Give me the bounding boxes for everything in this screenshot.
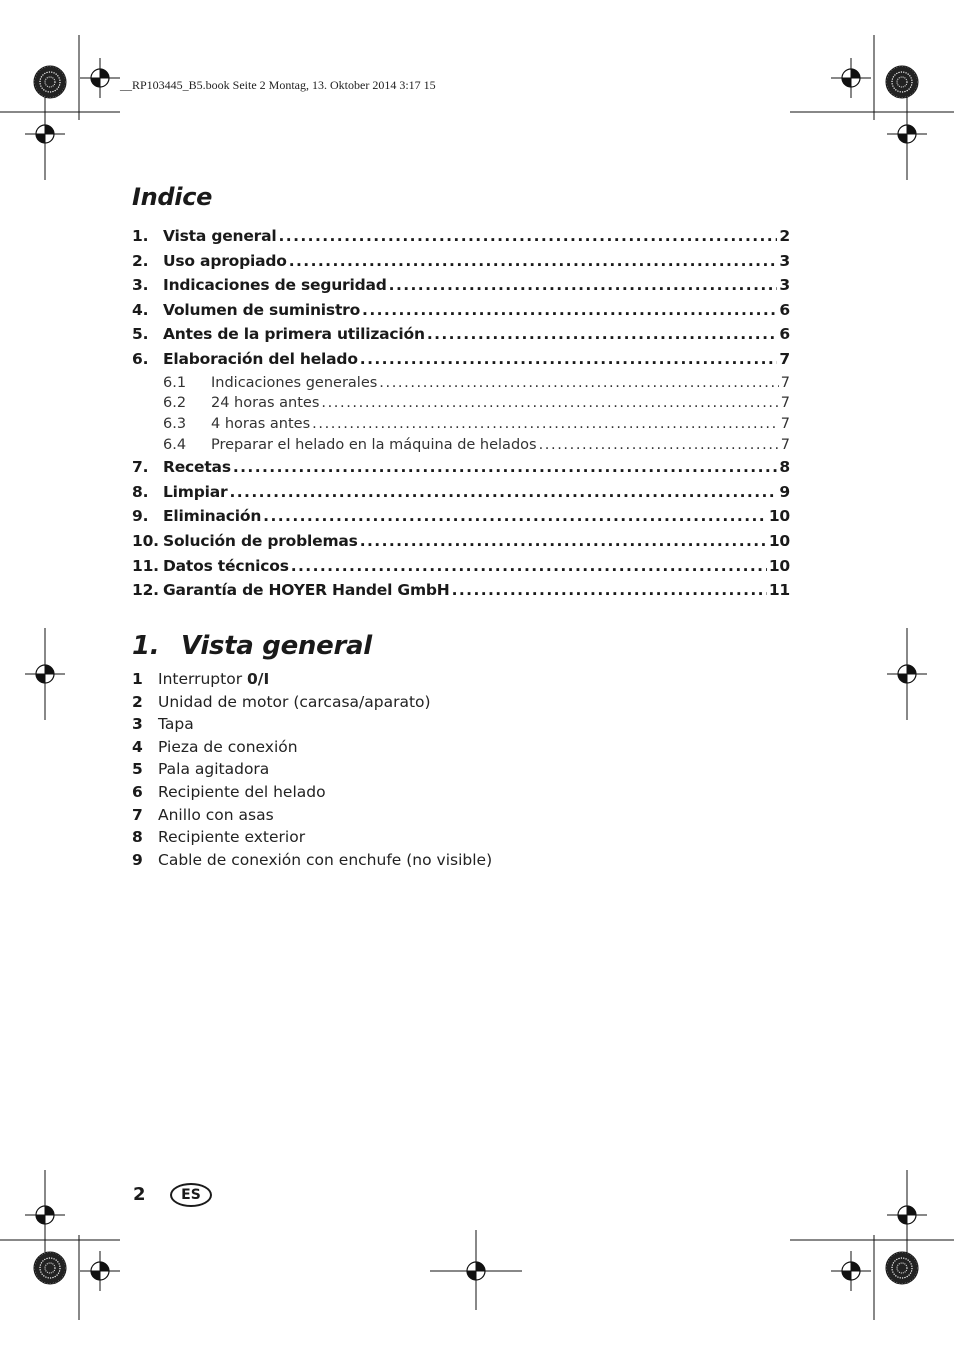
toc-dot-leader — [362, 301, 777, 319]
toc-entry-number: 9. — [132, 507, 149, 526]
toc-entry-number: 6.3 — [163, 416, 187, 433]
print-slug: __RP103445_B5.book Seite 2 Montag, 13. Oktober 2014 3:17 15 — [120, 78, 436, 92]
toc-dot-leader — [360, 350, 778, 368]
toc-dot-leader — [389, 276, 778, 294]
part-item — [132, 783, 492, 806]
toc-dot-leader — [321, 395, 778, 411]
part-label — [158, 715, 194, 733]
part-item — [132, 806, 492, 829]
toc-entry-number: 11. — [132, 556, 159, 575]
toc-dot-leader — [233, 458, 778, 476]
part-item — [132, 693, 492, 716]
toc-entry — [132, 483, 790, 508]
part-text: Pieza de conexión — [158, 737, 298, 756]
part-item — [132, 760, 492, 783]
part-item — [132, 851, 492, 874]
part-text: Tapa — [158, 715, 194, 734]
toc-entry-title: Limpiar — [163, 482, 228, 501]
part-text: Cable de conexión con enchufe (no visible) — [158, 850, 493, 869]
toc-entry-page: 8 — [779, 458, 790, 477]
toc-dot-leader — [539, 437, 779, 453]
toc-dot-leader — [291, 557, 767, 575]
toc-entry-title: Solución de problemas — [163, 531, 358, 550]
toc-entry-page: 9 — [779, 482, 790, 501]
toc-entry — [132, 276, 790, 301]
toc-entry — [132, 252, 790, 277]
toc-entry — [132, 532, 790, 557]
toc-entry-number: 6. — [132, 349, 149, 368]
part-text: Recipiente exterior — [158, 828, 306, 847]
toc-entry-page: 11 — [768, 581, 790, 600]
toc-entry-page: 10 — [768, 507, 790, 526]
toc-entry-title: Datos técnicos — [163, 556, 289, 575]
part-item — [132, 670, 492, 693]
toc-entry-title: Vista general — [163, 227, 277, 245]
language-badge: ES — [170, 1183, 212, 1207]
section-heading — [132, 631, 372, 661]
toc-dot-leader — [263, 507, 767, 525]
toc-entry-page: 10 — [768, 531, 790, 550]
toc-entry — [132, 557, 790, 582]
part-item — [132, 738, 492, 761]
toc-entry-page: 3 — [779, 276, 790, 295]
toc-entry-number: 8. — [132, 482, 149, 501]
part-item — [132, 715, 492, 738]
toc-entry-number: 5. — [132, 325, 149, 344]
part-number: 1 — [132, 670, 143, 688]
toc-dot-leader — [379, 375, 778, 391]
toc-dot-leader — [312, 416, 779, 432]
toc-dot-leader — [360, 532, 767, 550]
toc-entry-title: 24 horas antes — [211, 395, 320, 412]
toc-entry — [132, 325, 790, 350]
toc-entry-title: Indicaciones de seguridad — [163, 276, 387, 295]
part-label — [158, 738, 298, 756]
toc-entry-number: 6.2 — [163, 395, 187, 412]
toc-entry-page: 7 — [780, 374, 790, 391]
toc-entry-number: 4. — [132, 300, 149, 319]
toc-entry-number: 2. — [132, 251, 149, 270]
toc-entry — [132, 227, 790, 252]
section-title: Vista general — [181, 631, 372, 661]
part-number: 5 — [132, 760, 143, 779]
parts-list — [132, 670, 492, 873]
toc-entry-page: 7 — [780, 437, 790, 454]
toc-entry-number: 12. — [132, 581, 159, 600]
toc-entry-title: 4 horas antes — [211, 416, 311, 433]
part-number: 2 — [132, 692, 143, 711]
toc-entry-page: 2 — [779, 227, 790, 245]
toc-entry-title: Volumen de suministro — [163, 300, 361, 319]
part-item — [132, 828, 492, 851]
toc-entry-number: 7. — [132, 458, 149, 477]
part-label — [158, 828, 305, 846]
toc-entry-number: 6.4 — [163, 437, 187, 454]
toc-dot-leader — [229, 483, 777, 501]
toc-entry — [132, 301, 790, 326]
toc-entry-page: 7 — [779, 349, 790, 368]
toc-entry-page: 7 — [780, 395, 790, 412]
toc-entry — [132, 350, 790, 375]
toc-entry-number: 10. — [132, 531, 159, 550]
toc-entry-title: Elaboración del helado — [163, 349, 358, 368]
section-number: 1. — [132, 631, 160, 661]
part-strong-text: 0/I — [247, 670, 270, 688]
part-text: Pala agitadora — [158, 760, 270, 779]
toc-entry-number: 6.1 — [163, 374, 187, 391]
part-text: Anillo con asas — [158, 805, 274, 824]
table-of-contents — [132, 227, 790, 606]
toc-entry-title: Eliminación — [163, 507, 262, 526]
part-number: 6 — [132, 782, 143, 801]
part-label — [158, 670, 269, 688]
toc-entry — [132, 395, 790, 416]
toc-entry-title: Recetas — [163, 458, 231, 477]
toc-entry-page: 10 — [768, 556, 790, 575]
part-number: 8 — [132, 828, 143, 847]
part-number: 3 — [132, 715, 143, 734]
toc-entry — [132, 437, 790, 458]
toc-entry-page: 3 — [779, 251, 790, 270]
toc-entry — [132, 581, 790, 606]
toc-entry-title: Preparar el helado en la máquina de helados — [211, 437, 537, 454]
toc-entry-title: Uso apropiado — [163, 251, 287, 270]
toc-entry-title: Garantía de HOYER Handel GmbH — [163, 581, 450, 600]
toc-entry-title: Indicaciones generales — [211, 374, 378, 391]
index-heading: Indice — [132, 183, 213, 211]
part-label — [158, 693, 431, 711]
toc-entry-page: 6 — [779, 325, 790, 344]
toc-dot-leader — [279, 227, 778, 245]
part-number: 7 — [132, 805, 143, 824]
toc-entry — [132, 458, 790, 483]
toc-entry-number: 3. — [132, 276, 149, 295]
toc-entry — [132, 416, 790, 437]
part-number: 4 — [132, 737, 143, 756]
part-label — [158, 783, 326, 801]
part-text: Interruptor — [158, 670, 248, 688]
part-label — [158, 851, 492, 869]
toc-entry-number: 1. — [132, 227, 149, 245]
part-text: Unidad de motor (carcasa/aparato) — [158, 692, 431, 711]
part-label — [158, 806, 274, 824]
toc-entry-title: Antes de la primera utilización — [163, 325, 425, 344]
toc-entry — [132, 507, 790, 532]
part-number: 9 — [132, 850, 143, 869]
toc-dot-leader — [289, 252, 778, 270]
part-text: Recipiente del helado — [158, 782, 326, 801]
toc-dot-leader — [427, 325, 778, 343]
toc-entry — [132, 375, 790, 396]
page-number: 2 — [133, 1184, 146, 1205]
part-label — [158, 760, 269, 778]
toc-entry-page: 7 — [780, 416, 790, 433]
toc-entry-page: 6 — [779, 300, 790, 319]
toc-dot-leader — [452, 581, 767, 599]
